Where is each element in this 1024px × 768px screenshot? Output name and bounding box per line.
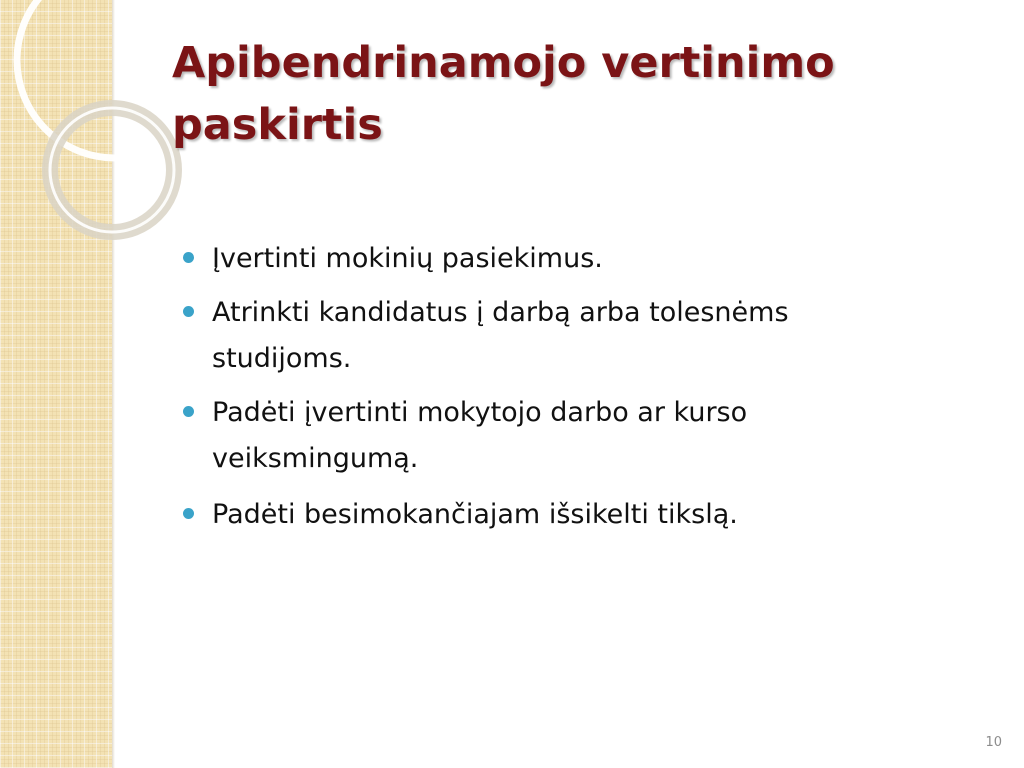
bullet-dot-icon: [183, 406, 194, 417]
page-number: 10: [985, 735, 1002, 750]
bullet-text: Atrinkti kandidatus į darbą arba tolesnėms studijoms.: [212, 297, 789, 374]
slide-title: Apibendrinamojo vertinimo paskirtis: [172, 38, 835, 150]
ring-small-highlight: [50, 108, 174, 232]
bullet-item-4: [180, 492, 920, 538]
bullet-list: [180, 236, 920, 546]
bullet-item-3: [180, 390, 920, 482]
bullet-dot-icon: [183, 508, 194, 519]
bullet-text: Padėti besimokančiajam išsikelti tikslą.: [212, 499, 738, 530]
bullet-item-1: [180, 236, 920, 282]
bullet-item-2: [180, 290, 920, 382]
bullet-text: Įvertinti mokinių pasiekimus.: [212, 243, 603, 274]
bullet-dot-icon: [183, 306, 194, 317]
bullet-text: Padėti įvertinti mokytojo darbo ar kurso veiksmingumą.: [212, 397, 748, 474]
bullet-dot-icon: [183, 252, 194, 263]
